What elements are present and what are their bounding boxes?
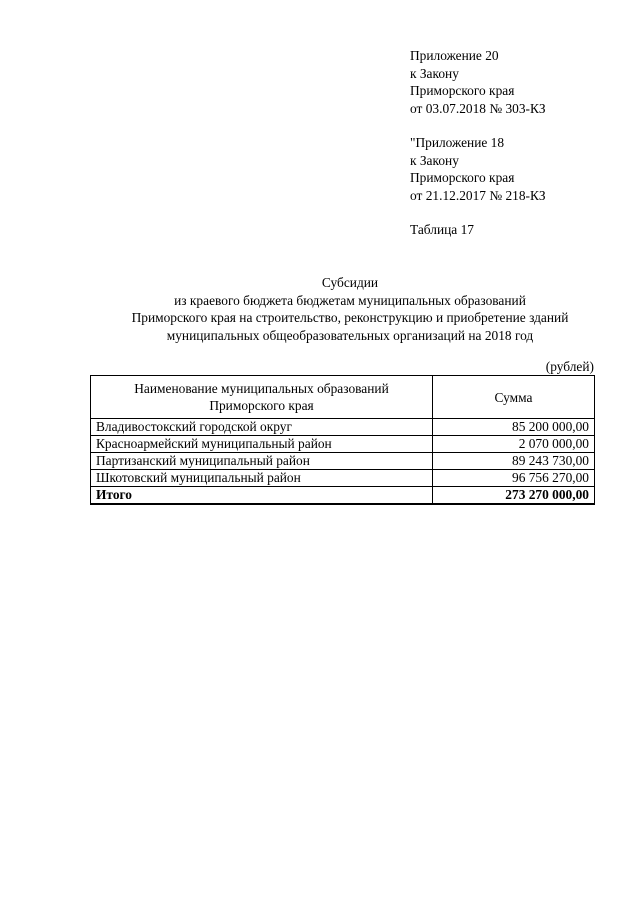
annex-line: Приморского края [410, 83, 515, 98]
annex-line: Приморского края [410, 170, 515, 185]
title-line: муниципальных общеобразовательных организаций на 2018 год [166, 327, 534, 343]
row-name: Владивостокский городской округ [91, 419, 433, 436]
total-amount: 273 270 000,00 [433, 487, 595, 505]
total-row [91, 487, 595, 505]
header-amount: Сумма [433, 376, 595, 419]
annex-line: "Приложение 18 [410, 135, 505, 150]
table-row [91, 419, 595, 436]
table-header-row [91, 376, 595, 419]
subsidy-table [90, 375, 595, 505]
annex-line: от 21.12.2017 № 218-КЗ [410, 187, 546, 203]
row-name: Красноармейский муниципальный район [91, 436, 433, 453]
row-name: Шкотовский муниципальный район [91, 470, 433, 487]
row-name: Партизанский муниципальный район [91, 453, 433, 470]
title-line: из краевого бюджета бюджетам муниципальных образований [174, 292, 526, 308]
total-label: Итого [91, 487, 433, 505]
document-title [80, 274, 620, 344]
table-row [91, 470, 595, 487]
row-amount: 96 756 270,00 [433, 470, 595, 487]
header-name: Наименование муниципальных образований Приморского края [91, 376, 433, 419]
unit-label: (рублей) [545, 359, 594, 374]
row-amount: 2 070 000,00 [433, 436, 595, 453]
annex-line: к Закону [410, 152, 459, 168]
title-line: Субсидии [321, 275, 379, 290]
annex-line: Приложение 20 [410, 48, 499, 63]
annex-line: от 03.07.2018 № 303-КЗ [410, 100, 546, 116]
row-amount: 85 200 000,00 [433, 419, 595, 436]
title-line: Приморского края на строительство, реконструкцию и приобретение зданий [131, 310, 569, 325]
row-amount: 89 243 730,00 [433, 453, 595, 470]
table-label: Таблица 17 [410, 222, 474, 237]
table-row [91, 436, 595, 453]
table-row [91, 453, 595, 470]
annex-block [410, 47, 546, 239]
annex-line: к Закону [410, 65, 459, 81]
